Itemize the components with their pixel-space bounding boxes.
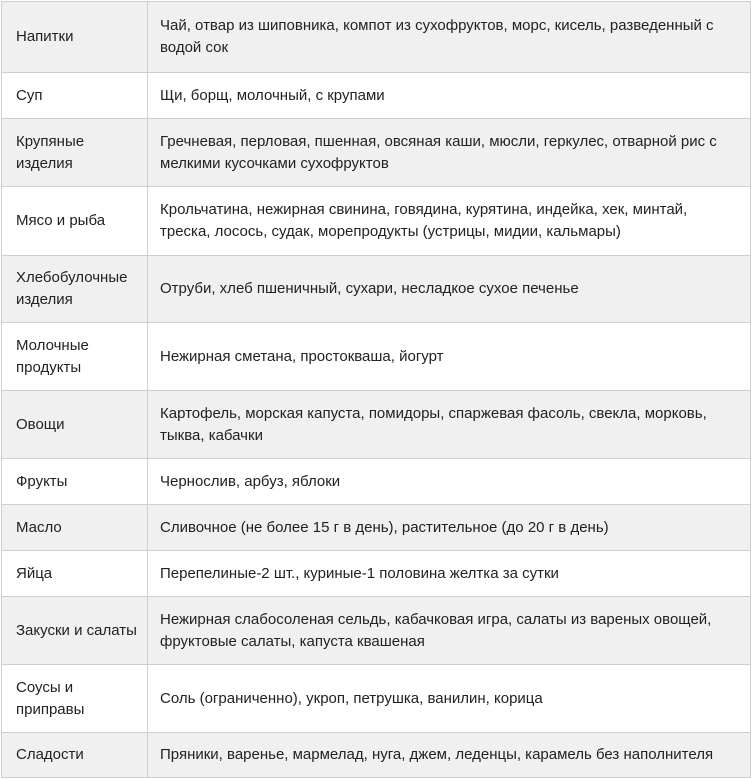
category-cell: Овощи — [2, 391, 148, 459]
table-row — [2, 505, 751, 551]
category-cell: Фрукты — [2, 459, 148, 505]
table-row — [2, 597, 751, 665]
category-cell: Суп — [2, 73, 148, 119]
category-cell: Напитки — [2, 2, 148, 73]
table-row — [2, 2, 751, 73]
items-cell: Чернослив, арбуз, яблоки — [148, 459, 751, 505]
table-row — [2, 459, 751, 505]
category-cell: Мясо и рыба — [2, 187, 148, 256]
table-row — [2, 119, 751, 187]
items-cell: Гречневая, перловая, пшенная, овсяная каши, мюсли, геркулес, отварной рис с мелкими кусочками сухофруктов — [148, 119, 751, 187]
table-row — [2, 187, 751, 256]
table-row — [2, 391, 751, 459]
items-cell: Соль (ограниченно), укроп, петрушка, ванилин, корица — [148, 665, 751, 733]
category-cell: Молочные продукты — [2, 323, 148, 391]
items-cell: Пряники, варенье, мармелад, нуга, джем, леденцы, карамель без наполнителя — [148, 733, 751, 778]
items-cell: Нежирная слабосоленая сельдь, кабачковая игра, салаты из вареных овощей, фруктовые салаты, капуста квашеная — [148, 597, 751, 665]
table-row — [2, 665, 751, 733]
category-cell: Крупяные изделия — [2, 119, 148, 187]
category-cell: Яйца — [2, 551, 148, 597]
category-cell: Хлебобулочные изделия — [2, 256, 148, 323]
table-row — [2, 733, 751, 778]
items-cell: Сливочное (не более 15 г в день), растительное (до 20 г в день) — [148, 505, 751, 551]
table-row — [2, 551, 751, 597]
category-cell: Масло — [2, 505, 148, 551]
items-cell: Крольчатина, нежирная свинина, говядина, курятина, индейка, хек, минтай, треска, лосось, судак, морепродукты (устрицы, мидии, кальмары) — [148, 187, 751, 256]
category-cell: Сладости — [2, 733, 148, 778]
table-row — [2, 73, 751, 119]
category-cell: Закуски и салаты — [2, 597, 148, 665]
table-row — [2, 256, 751, 323]
items-cell: Нежирная сметана, простокваша, йогурт — [148, 323, 751, 391]
items-cell: Перепелиные-2 шт., куриные-1 половина желтка за сутки — [148, 551, 751, 597]
items-cell: Щи, борщ, молочный, с крупами — [148, 73, 751, 119]
table-row — [2, 323, 751, 391]
items-cell: Картофель, морская капуста, помидоры, спаржевая фасоль, свекла, морковь, тыква, кабачки — [148, 391, 751, 459]
items-cell: Чай, отвар из шиповника, компот из сухофруктов, морс, кисель, разведенный с водой сок — [148, 2, 751, 73]
diet-products-table — [1, 1, 751, 778]
items-cell: Отруби, хлеб пшеничный, сухари, несладкое сухое печенье — [148, 256, 751, 323]
category-cell: Соусы и приправы — [2, 665, 148, 733]
